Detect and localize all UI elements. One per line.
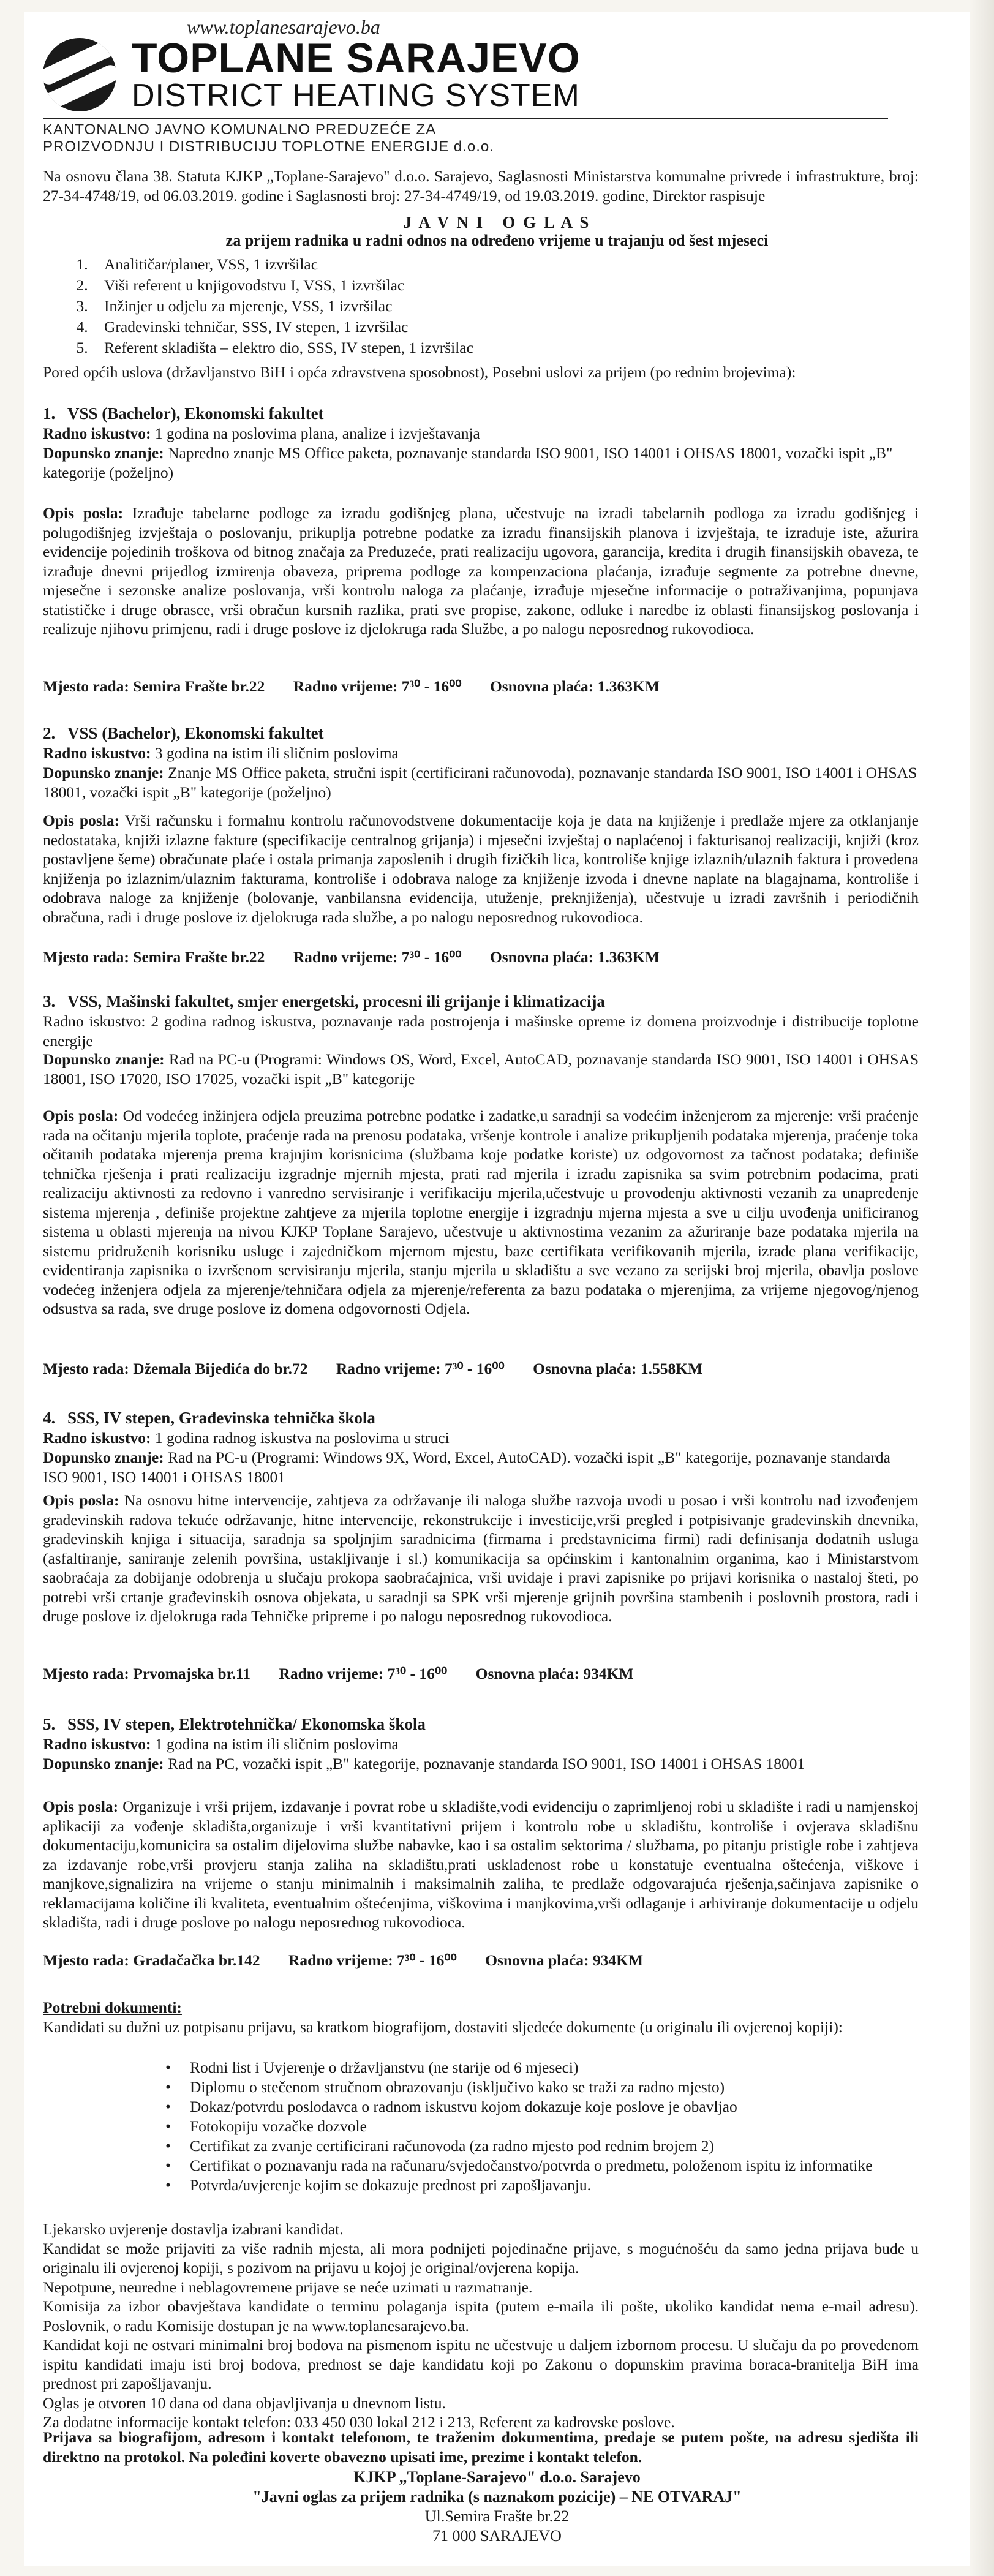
- document-item: • Potvrda/uvjerenje kojim se dokazuje prednost pri zapošljavanju.: [165, 2175, 925, 2195]
- document-item: • Diplomu o stečenom stručnom obrazovanju (isključivo kako se traži za radno mjesto): [165, 2077, 925, 2097]
- note-item: Ljekarsko uvjerenje dostavlja izabrani kandidat.: [43, 2220, 344, 2238]
- section-4-extra: Dopunsko znanje: Rad na PC-u (Programi: Windows 9X, Word, Excel, AutoCAD). vozački ispit „B" kategorije, poznavanje standarda ISO 9001, ISO 14001 i OHSAS 18001: [43, 1448, 890, 1486]
- note-item: Komisija za izbor obavještava kandidate o terminu polaganja ispita (putem e-maila ili pošte, ukoliko kandidat nema e-mail adresu). Poslovnik, o radu Komisije dostupan je na www.toplanesarajevo.ba.: [43, 2297, 919, 2335]
- position-item: 4. Građevinski tehničar, SSS, IV stepen, 1 izvršilac: [92, 317, 473, 337]
- section-1-title: [43, 404, 324, 423]
- note-item: Za dodatne informacije kontakt telefon: 033 450 030 lokal 212 i 213, Referent za kadrovske poslove.: [43, 2413, 675, 2431]
- section-5-footer: Mjesto rada: Gradačačka br.142 Radno vrijeme: 7³⁰ - 16⁰⁰ Osnovna plaća: 934KM: [43, 1951, 644, 1969]
- section-1-footer: Mjesto rada: Semira Frašte br.22 Radno vrijeme: 7³⁰ - 16⁰⁰ Osnovna plaća: 1.363KM: [43, 677, 660, 695]
- notes-block: [43, 2220, 919, 2432]
- submission-instructions: Prijava sa biografijom, adresom i kontakt telefonom, te traženim dokumentima, predaje se putem pošte, na adresu sjedišta ili direktno na protokol. Na poleđini koverte obavezno upisati ime, prezime i kontakt telefon.: [43, 2428, 919, 2466]
- notice-subtitle: za prijem radnika u radni odnos na određeno vrijeme u trajanju od šest mjeseci: [225, 232, 769, 249]
- section-3-title: [43, 992, 605, 1011]
- documents-intro: Kandidati su dužni uz potpisanu prijavu, sa kratkom biografijom, dostaviti sljedeće dokumente (u originalu ili ovjerenoj kopiji):: [43, 2018, 843, 2036]
- section-2-footer: Mjesto rada: Semira Frašte br.22 Radno vrijeme: 7³⁰ - 16⁰⁰ Osnovna plaća: 1.363KM: [43, 948, 660, 966]
- section-4-footer: Mjesto rada: Prvomajska br.11 Radno vrijeme: 7³⁰ - 16⁰⁰ Osnovna plaća: 934KM: [43, 1665, 634, 1682]
- page-edge-shadow: [970, 0, 994, 2576]
- document-item: • Certifikat o poznavanju rada na računaru/svjedočanstvo/potvrda o predmetu, položenom ispitu iz informatike: [165, 2156, 925, 2175]
- section-3-experience: Radno iskustvo: 2 godina radnog iskustva, poznavanje rada postrojenja i mašinske opreme iz domena proizvodnje i distribucije toplotne energije: [43, 1012, 919, 1050]
- section-qualification: SSS, IV stepen, Elektrotehnička/ Ekonomska škola: [67, 1715, 426, 1733]
- section-4-title: [43, 1409, 375, 1428]
- mail-address-street: Ul.Semira Frašte br.22: [424, 2507, 570, 2525]
- note-item: Kandidat se može prijaviti za više radnih mjesta, ali mora podnijeti pojedinačne prijave, s mogućnošću da samo jedna prijava bude u originalu ili ovjerenoj kopiji, s pozivom na prijavu u kojoj je original/ovjerena kopija.: [43, 2239, 919, 2277]
- company-logo-icon: [43, 38, 116, 111]
- section-number: 4.: [43, 1409, 56, 1427]
- brand-name: TOPLANE SARAJEVO: [132, 35, 581, 81]
- note-item: Kandidat koji ne ostvari minimalni broj bodova na pismenom ispitu ne učestvuje u daljem izbornom procesu. U slučaju da po provedenom ispitu kandidati imaju isti broj bodova, prednost se daje kandidatu koji po Zakonu o dopunskim pravima boraca-branitelja BiH ima prednost pri zapošljavanju.: [43, 2336, 919, 2392]
- section-5-duties: Opis posla: Organizuje i vrši prijem, izdavanje i povrat robe u skladište,vodi evidenciju o zaprimljenoj robi u skladište i radi u namjenskoj aplikaciji za vođenje skladišta,organizuje i vrši kvantitativni prijem i kontrolu robe u skladištu, kontroliše i ovjerava skladišnu dokumentaciju,komunicira sa ostalim dijelovima službe nabavke, kao i sa ostalim sektorima / službama, po pitanju pristigle robe i zahtjeva za izdavanje robe,vrši provjeru stanja zaliha na skladištu,prati usklađenost robe u konstatuje eventualna oštećenja, viškove i manjkove,signalizira na vrijeme o stanju minimalnih i maksimalnih zaliha, te predlaže odgovarajuća rješenja,sačinjava zapisnike o reklamacijama količine ili kvaliteta, eventualnim oštećenjima, viškovima i manjkovima,vrši odlaganje i arhiviranje dokumentacije u odjelu skladišta, radi i druge poslove po nalogu neposrednog rukovodioca.: [43, 1798, 919, 1931]
- section-3-extra: Dopunsko znanje: Rad na PC-u (Programi: Windows OS, Word, Excel, AutoCAD, poznavanje standarda ISO 9001, ISO 14001 i OHSAS 18001, ISO 17020, ISO 17025, vozački ispit „B" kategorije: [43, 1050, 919, 1088]
- note-item: Oglas je otvoren 10 dana od dana objavljivanja u dnevnom listu.: [43, 2393, 446, 2412]
- website-url: www.toplanesarajevo.ba: [187, 16, 380, 38]
- section-qualification: VSS, Mašinski fakultet, smjer energetski, procesni ili grijanje i klimatizacija: [67, 992, 605, 1011]
- documents-list: [165, 2058, 925, 2195]
- notice-title: J A V N I O G L A S: [403, 213, 591, 232]
- mail-address-company: KJKP „Toplane-Sarajevo" d.o.o. Sarajevo: [353, 2468, 641, 2486]
- section-number: 1.: [43, 404, 56, 423]
- position-item: 5. Referent skladišta – elektro dio, SSS, IV stepen, 1 izvršilac: [92, 337, 473, 358]
- documents-title: Potrebni dokumenti:: [43, 1998, 182, 2016]
- section-number: 2.: [43, 724, 56, 742]
- section-qualification: VSS (Bachelor), Ekonomski fakultet: [67, 404, 324, 423]
- intro-paragraph: Na osnovu člana 38. Statuta KJKP „Toplane-Sarajevo" d.o.o. Sarajevo, Saglasnosti Ministarstva komunalne privrede i infrastrukture, broj: 27-34-4748/19, od 06.03.2019. godine i Saglasnosti broj: 27-34-4749/19, od 19.03.2019. godine, Direktor raspisuje: [43, 167, 919, 205]
- section-qualification: SSS, IV stepen, Građevinska tehnička škola: [67, 1409, 375, 1427]
- document-item: • Dokaz/potvrdu poslodavca o radnom iskustvu kojom dokazuje koje poslove je obavljao: [165, 2097, 925, 2117]
- document-item: • Rodni list i Uvjerenje o državljanstvu (ne starije od 6 mjeseci): [165, 2058, 925, 2077]
- org-line-2: PROIZVODNJU I DISTRIBUCIJU TOPLOTNE ENERGIJE d.o.o.: [43, 138, 494, 155]
- position-item: 1. Analitičar/planer, VSS, 1 izvršilac: [92, 254, 473, 275]
- section-number: 5.: [43, 1715, 56, 1733]
- section-5-experience: Radno iskustvo: 1 godina na istim ili sličnim poslovima: [43, 1735, 399, 1753]
- mail-address-city: 71 000 SARAJEVO: [432, 2527, 562, 2545]
- section-4-duties: Opis posla: Na osnovu hitne intervencije, zahtjeva za održavanje ili naloga službe razvoja uvodi u posao i vrši kontrolu nad izvođenjem građevinskih radova tekuće održavanje, hitne intervencije, rekonstrukcije i investicije,vrši pregled i potpisivanje građevinskih dnevnika, građevinskih knjiga i situacija, saradnja sa spoljnjim saradnicima (firmama i predstavnicima firmi) radi definisanja dodatnih usluga (asfaltiranje, saniranje zelenih površina, ustakljivanje i sl.) komunikacija sa općinskim i kantonalnim organima, kao i Ministarstvom saobraćaja za dobijanje odobrenja u slučaju prokopa saobraćajnica, vrši uvidaje i pravi zapisnike po prijavi korisnika o nastaloj šteti, po potrebi vrši crtanje građevinskih osnova objekata, u saradnji sa SPK vrši mjerenje grijnih površina stambenih i poslovnih prostora, radi i druge poslove iz djelokruga rada Tehničke pripreme i po nalogu neposrednog rukovodioca.: [43, 1491, 919, 1625]
- note-item: Nepotpune, neuredne i neblagovremene prijave se neće uzimati u razmatranje.: [43, 2278, 533, 2296]
- position-item: 2. Viši referent u knjigovodstvu I, VSS, 1 izvršilac: [92, 275, 473, 296]
- section-1-duties: Opis posla: Izrađuje tabelarne podloge za izradu godišnjeg plana, učestvuje na izradi tabelarnih podloga za izradu godišnjeg i polugodišnjeg izvještaja o poslovanju, prikuplja potrebne podatke za izradu finansijskih planova i izvještaja, te izrađuje iste, ažurira evidencije pojedinih troškova od bitnog značaja za Preduzeće, prati realizaciju ugovora, garancija, kredita i drugih finansijskih obaveza, te izrađuje dnevni prijedlog izmirenja obaveza, priprema podloge za kompenzaciona plaćanja, izrađuje segmente za potrebne dnevne, mjesečne i sezonske analize poslovanja, vrši kontrolu naloga za plaćanje, izrađuje mjesečne informacije o potraživanjima, popunjava statističke i druge obrasce, vrši obračun kursnih razlika, prati sve propise, zakone, odluke i naredbe iz oblasti finansijskog poslovanja i realizuje njihovu primjenu, radi i druge poslove iz djelokruga rada Službe, a po nalogu neposrednog rukovodioca.: [43, 504, 919, 638]
- general-conditions: Pored općih uslova (državljanstvo BiH i opća zdravstvena sposobnost), Posebni uslovi za prijem (po rednim brojevima):: [43, 363, 796, 381]
- section-2-title: [43, 724, 324, 743]
- section-2-duties: Opis posla: Vrši računsku i formalnu kontrolu računovodstvene dokumentacije koja je data na knjiženje i predlaže mjere za otklanjanje nedostataka, knjiži izlazne fakture (specifikacije centralnog grijanja) i mjesečni izvještaj o naplaćenoj i fakturisanoj realizaciji, knjiži (kroz postavljene šeme) obračunate plaće i ostala primanja zaposlenih i drugih fizičkih lica, kontroliše knjige izlaznih/ulaznih faktura i provedena knjiženja po izlaznim/ulaznim fakturama, kontroliše i odobrava naloge za knjiženje izvoda i dnevne naplate na blagajnama, kontroliše i odobrava naloge za knjiženje (bolovanje, vanbilansna evidencija, utuženje, preknjiženja), učestvuje u izradi završnih i periodičnih obračuna, radi i druge poslove iz djelokruga rada službe, a po nalogu neposrednog rukovodioca.: [43, 812, 919, 926]
- section-number: 3.: [43, 992, 56, 1011]
- section-1-extra: Dopunsko znanje: Napredno znanje MS Office paketa, poznavanje standarda ISO 9001, ISO 14001 i OHSAS 18001, vozački ispit „B" kategorije (poželjno): [43, 444, 893, 481]
- section-1-experience: Radno iskustvo: 1 godina na poslovima plana, analize i izvještavanja: [43, 424, 480, 442]
- section-qualification: VSS (Bachelor), Ekonomski fakultet: [67, 724, 324, 742]
- section-2-experience: Radno iskustvo: 3 godina na istim ili sličnim poslovima: [43, 744, 399, 762]
- section-3-duties: Opis posla: Od vodećeg inžinjera odjela preuzima potrebne podatke i zadatke,u saradnji sa vodećim inženjerom za mjerenje: vrši praćenje rada na očitanju mjerila toplote, praćenje rada na prenosu podataka, vršenje kontrole i analize prikupljenih podataka mjerenja, praćenje toka očitanih podataka mjerenja prema krajnjim korisnicima (službama koje podatke koriste) uz odgovornost za tačnost podataka; definiše tehnička rješenja i prati realizaciju izgradnje mjernih mjesta, prati rad mjerila i izradu zapisnika sa svim potrebnim podacima, prati realizaciju aktivnosti za redovno i vanredno servisiranje i verifikaciju mjerila,učestvuje u provođenju aktivnosti vezanih za unapređenje sistema mjerenja , definiše projektne zahtjeve za mjerila toplotne energije i izgradnju mjerna mjesta a sve u cilju uvođenja unificiranog sistema u oblasti mjerenja na nivou KJKP Toplane Sarajevo, učestvuje u aktivnostima vezanim za ažuriranje baze podataka mjerila na sistemu pridruženih korisniku usluge i zajedničkom mjernom mjestu, baze certifikata verifikovanih mjerila, izrade plana verifikacije, evidentiranja zapisnika o izvršenom servisiranju mjerila, stanju mjerila u skladištu a sve vezano za serijski broj mjerila, obavlja poslove vodećeg inženjera odjela za mjerenje/tehničara odjela za mjerenje/referenta za bazu podataka o mjerenjima, za vrijeme njegovog/njenog odsustva sa rada, sve druge poslove iz domena odgovornosti Odjela.: [43, 1107, 919, 1317]
- section-2-extra: Dopunsko znanje: Znanje MS Office paketa, stručni ispit (certificirani računovođa), poznavanje standarda ISO 9001, ISO 14001 i OHSAS 18001, vozački ispit „B" kategorije (poželjno): [43, 764, 917, 801]
- section-5-title: [43, 1715, 426, 1734]
- position-item: 3. Inžinjer u odjelu za mjerenje, VSS, 1 izvršilac: [92, 296, 473, 317]
- document-item: • Certifikat za zvanje certificirani računovođa (za radno mjesto pod rednim brojem 2): [165, 2136, 925, 2156]
- brand-subtitle: DISTRICT HEATING SYSTEM: [132, 78, 580, 113]
- section-4-experience: Radno iskustvo: 1 godina radnog iskustva na poslovima u struci: [43, 1429, 450, 1447]
- document-item: • Fotokopiju vozačke dozvole: [165, 2117, 925, 2136]
- section-5-extra: Dopunsko znanje: Rad na PC, vozački ispit „B" kategorije, poznavanje standarda ISO 9001, ISO 14001 i OHSAS 18001: [43, 1755, 805, 1772]
- org-line-1: KANTONALNO JAVNO KOMUNALNO PREDUZEĆE ZA: [43, 121, 437, 138]
- mail-address-envelope-note: "Javni oglas za prijem radnika (s naznakom pozicije) – NE OTVARAJ": [252, 2488, 742, 2506]
- header-rule: [43, 118, 888, 119]
- section-3-footer: Mjesto rada: Džemala Bijedića do br.72 Radno vrijeme: 7³⁰ - 16⁰⁰ Osnovna plaća: 1.558KM: [43, 1360, 703, 1377]
- positions-list: [64, 254, 473, 358]
